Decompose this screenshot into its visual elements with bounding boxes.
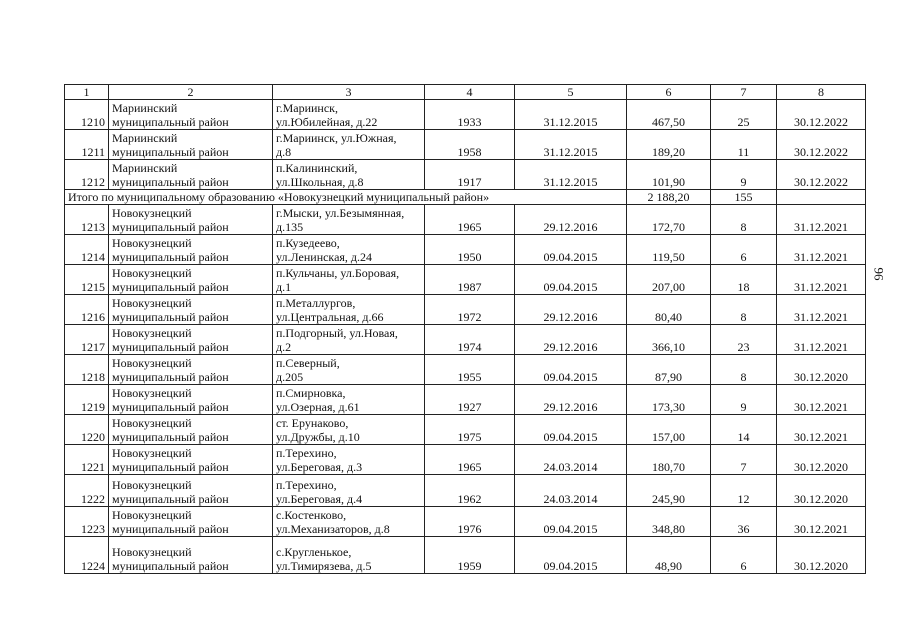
- deadline-cell: 30.12.2022: [777, 100, 866, 130]
- cell-line: п.Кузедеево,: [276, 236, 340, 250]
- count-cell: 23: [711, 325, 777, 355]
- date-cell: 31.12.2015: [515, 100, 627, 130]
- area-cell: 48,90: [627, 537, 711, 574]
- address-cell: [273, 295, 425, 325]
- area-cell: 157,00: [627, 415, 711, 445]
- table-row: [65, 235, 866, 265]
- header-cell: 2: [109, 85, 273, 100]
- housing-register-table: [64, 84, 866, 574]
- deadline-cell: 30.12.2020: [777, 355, 866, 385]
- area-cell: 101,90: [627, 160, 711, 190]
- table-row: [65, 507, 866, 537]
- area-cell: 87,90: [627, 355, 711, 385]
- cell-line: муниципальный район: [112, 492, 229, 506]
- table-row: [65, 205, 866, 235]
- district-cell: [109, 475, 273, 507]
- total-row: [65, 190, 866, 205]
- cell-line: п.Подгорный, ул.Новая,: [276, 326, 398, 340]
- cell-line: Новокузнецкий: [112, 446, 192, 460]
- cell-line: п.Терехино,: [276, 478, 337, 492]
- count-cell: 8: [711, 205, 777, 235]
- cell-line: Мариинский: [112, 161, 178, 175]
- cell-line: г.Мариинск, ул.Южная,: [276, 131, 397, 145]
- area-cell: 348,80: [627, 507, 711, 537]
- cell-line: д.2: [276, 340, 292, 354]
- cell-line: Новокузнецкий: [112, 326, 192, 340]
- cell-line: п.Металлургов,: [276, 296, 356, 310]
- cell-line: муниципальный район: [112, 250, 229, 264]
- header-cell: 8: [777, 85, 866, 100]
- header-cell: 6: [627, 85, 711, 100]
- table-row: [65, 445, 866, 475]
- district-cell: [109, 385, 273, 415]
- cell-line: п.Северный,: [276, 356, 340, 370]
- page-number: 96: [871, 267, 887, 281]
- date-cell: 29.12.2016: [515, 205, 627, 235]
- date-cell: 09.04.2015: [515, 537, 627, 574]
- cell-line: ул.Дружбы, д.10: [276, 430, 360, 444]
- cell-line: д.8: [276, 145, 292, 159]
- deadline-cell: 31.12.2021: [777, 325, 866, 355]
- cell-line: Новокузнецкий: [112, 206, 192, 220]
- cell-line: ул.Озерная, д.61: [276, 400, 360, 414]
- district-cell: [109, 537, 273, 574]
- date-cell: 09.04.2015: [515, 507, 627, 537]
- district-cell: [109, 235, 273, 265]
- year-cell: 1976: [425, 507, 515, 537]
- column-number-header: [65, 85, 866, 100]
- cell-line: муниципальный район: [112, 522, 229, 536]
- cell-line: п.Терехино,: [276, 446, 337, 460]
- year-cell: 1959: [425, 537, 515, 574]
- district-cell: [109, 205, 273, 235]
- address-cell: [273, 325, 425, 355]
- cell-line: муниципальный район: [112, 220, 229, 234]
- cell-line: Новокузнецкий: [112, 478, 192, 492]
- year-cell: 1933: [425, 100, 515, 130]
- table-row: [65, 475, 866, 507]
- district-cell: [109, 265, 273, 295]
- district-cell: [109, 160, 273, 190]
- total-count: 155: [711, 190, 777, 205]
- deadline-cell: 30.12.2021: [777, 415, 866, 445]
- address-cell: [273, 355, 425, 385]
- date-cell: 09.04.2015: [515, 235, 627, 265]
- row-number-cell: 1223: [65, 507, 109, 537]
- row-number-cell: 1213: [65, 205, 109, 235]
- cell-line: ул.Береговая, д.3: [276, 460, 363, 474]
- deadline-cell: 30.12.2021: [777, 385, 866, 415]
- district-cell: [109, 415, 273, 445]
- cell-line: ул.Школьная, д.8: [276, 175, 364, 189]
- cell-line: муниципальный район: [112, 430, 229, 444]
- cell-line: с.Костенково,: [276, 508, 347, 522]
- cell-line: ул.Центральная, д.66: [276, 310, 384, 324]
- count-cell: 25: [711, 100, 777, 130]
- area-cell: 366,10: [627, 325, 711, 355]
- count-cell: 18: [711, 265, 777, 295]
- cell-line: г.Мариинск,: [276, 101, 338, 115]
- table-row: [65, 385, 866, 415]
- row-number-cell: 1212: [65, 160, 109, 190]
- count-cell: 6: [711, 235, 777, 265]
- row-number-cell: 1215: [65, 265, 109, 295]
- address-cell: [273, 265, 425, 295]
- deadline-cell: 31.12.2021: [777, 295, 866, 325]
- cell-line: Мариинский: [112, 131, 178, 145]
- cell-line: ул.Ленинская, д.24: [276, 250, 373, 264]
- district-cell: [109, 507, 273, 537]
- cell-line: муниципальный район: [112, 370, 229, 384]
- address-cell: [273, 100, 425, 130]
- area-cell: 172,70: [627, 205, 711, 235]
- district-cell: [109, 100, 273, 130]
- count-cell: 8: [711, 295, 777, 325]
- date-cell: 31.12.2015: [515, 130, 627, 160]
- deadline-cell: 30.12.2020: [777, 445, 866, 475]
- deadline-cell: 30.12.2020: [777, 475, 866, 507]
- count-cell: 11: [711, 130, 777, 160]
- cell-line: д.205: [276, 370, 304, 384]
- year-cell: 1965: [425, 445, 515, 475]
- cell-line: п.Кульчаны, ул.Боровая,: [276, 266, 400, 280]
- address-cell: [273, 385, 425, 415]
- cell-line: п.Смирновка,: [276, 386, 346, 400]
- district-cell: [109, 445, 273, 475]
- address-cell: [273, 130, 425, 160]
- district-cell: [109, 130, 273, 160]
- cell-line: п.Калининский,: [276, 161, 358, 175]
- area-cell: 173,30: [627, 385, 711, 415]
- cell-line: Новокузнецкий: [112, 296, 192, 310]
- cell-line: ул.Юбилейная, д.22: [276, 115, 378, 129]
- table-row: [65, 160, 866, 190]
- cell-line: Новокузнецкий: [112, 236, 192, 250]
- district-cell: [109, 325, 273, 355]
- cell-line: Мариинский: [112, 101, 178, 115]
- row-number-cell: 1224: [65, 537, 109, 574]
- cell-line: Новокузнецкий: [112, 266, 192, 280]
- area-cell: 180,70: [627, 445, 711, 475]
- deadline-cell: 31.12.2021: [777, 265, 866, 295]
- table-row: [65, 415, 866, 445]
- cell-line: с.Кругленькое,: [276, 545, 352, 559]
- address-cell: [273, 415, 425, 445]
- year-cell: 1962: [425, 475, 515, 507]
- header-cell: 5: [515, 85, 627, 100]
- cell-line: муниципальный район: [112, 115, 229, 129]
- year-cell: 1975: [425, 415, 515, 445]
- date-cell: 09.04.2015: [515, 415, 627, 445]
- cell-line: г.Мыски, ул.Безымянная,: [276, 206, 405, 220]
- cell-line: ул.Береговая, д.4: [276, 492, 363, 506]
- table-row: [65, 325, 866, 355]
- cell-line: муниципальный район: [112, 310, 229, 324]
- district-cell: [109, 295, 273, 325]
- year-cell: 1965: [425, 205, 515, 235]
- row-number-cell: 1219: [65, 385, 109, 415]
- count-cell: 14: [711, 415, 777, 445]
- cell-line: д.135: [276, 220, 304, 234]
- cell-line: Новокузнецкий: [112, 545, 192, 559]
- row-number-cell: 1211: [65, 130, 109, 160]
- count-cell: 9: [711, 160, 777, 190]
- header-cell: 4: [425, 85, 515, 100]
- total-empty-cell: [777, 190, 866, 205]
- count-cell: 7: [711, 445, 777, 475]
- date-cell: 09.04.2015: [515, 265, 627, 295]
- area-cell: 189,20: [627, 130, 711, 160]
- year-cell: 1958: [425, 130, 515, 160]
- address-cell: [273, 445, 425, 475]
- address-cell: [273, 205, 425, 235]
- table-row: [65, 130, 866, 160]
- year-cell: 1927: [425, 385, 515, 415]
- year-cell: 1950: [425, 235, 515, 265]
- address-cell: [273, 160, 425, 190]
- date-cell: 09.04.2015: [515, 355, 627, 385]
- count-cell: 12: [711, 475, 777, 507]
- date-cell: 24.03.2014: [515, 475, 627, 507]
- count-cell: 36: [711, 507, 777, 537]
- address-cell: [273, 507, 425, 537]
- address-cell: [273, 235, 425, 265]
- date-cell: 29.12.2016: [515, 385, 627, 415]
- year-cell: 1987: [425, 265, 515, 295]
- cell-line: Новокузнецкий: [112, 508, 192, 522]
- year-cell: 1974: [425, 325, 515, 355]
- deadline-cell: 31.12.2021: [777, 235, 866, 265]
- header-cell: 3: [273, 85, 425, 100]
- cell-line: Новокузнецкий: [112, 356, 192, 370]
- area-cell: 207,00: [627, 265, 711, 295]
- header-cell: 1: [65, 85, 109, 100]
- date-cell: 31.12.2015: [515, 160, 627, 190]
- row-number-cell: 1216: [65, 295, 109, 325]
- row-number-cell: 1222: [65, 475, 109, 507]
- row-number-cell: 1217: [65, 325, 109, 355]
- deadline-cell: 30.12.2021: [777, 507, 866, 537]
- cell-line: д.1: [276, 280, 292, 294]
- row-number-cell: 1214: [65, 235, 109, 265]
- table-row: [65, 100, 866, 130]
- year-cell: 1955: [425, 355, 515, 385]
- cell-line: муниципальный район: [112, 400, 229, 414]
- date-cell: 29.12.2016: [515, 295, 627, 325]
- area-cell: 467,50: [627, 100, 711, 130]
- total-label: Итого по муниципальному образованию «Новокузнецкий муниципальный район»: [65, 190, 627, 205]
- address-cell: [273, 475, 425, 507]
- cell-line: муниципальный район: [112, 559, 229, 573]
- cell-line: ул.Механизаторов, д.8: [276, 522, 390, 536]
- table-row: [65, 355, 866, 385]
- header-cell: 7: [711, 85, 777, 100]
- cell-line: Новокузнецкий: [112, 386, 192, 400]
- district-cell: [109, 355, 273, 385]
- area-cell: 80,40: [627, 295, 711, 325]
- count-cell: 8: [711, 355, 777, 385]
- cell-line: ул.Тимирязева, д.5: [276, 559, 372, 573]
- table-row: [65, 537, 866, 574]
- total-area: 2 188,20: [627, 190, 711, 205]
- count-cell: 6: [711, 537, 777, 574]
- date-cell: 24.03.2014: [515, 445, 627, 475]
- area-cell: 119,50: [627, 235, 711, 265]
- deadline-cell: 31.12.2021: [777, 205, 866, 235]
- deadline-cell: 30.12.2022: [777, 160, 866, 190]
- cell-line: муниципальный район: [112, 340, 229, 354]
- date-cell: 29.12.2016: [515, 325, 627, 355]
- row-number-cell: 1218: [65, 355, 109, 385]
- deadline-cell: 30.12.2020: [777, 537, 866, 574]
- row-number-cell: 1210: [65, 100, 109, 130]
- count-cell: 9: [711, 385, 777, 415]
- year-cell: 1972: [425, 295, 515, 325]
- address-cell: [273, 537, 425, 574]
- row-number-cell: 1220: [65, 415, 109, 445]
- table-row: [65, 265, 866, 295]
- cell-line: муниципальный район: [112, 280, 229, 294]
- cell-line: ст. Ерунаково,: [276, 416, 349, 430]
- table-row: [65, 295, 866, 325]
- cell-line: Новокузнецкий: [112, 416, 192, 430]
- year-cell: 1917: [425, 160, 515, 190]
- deadline-cell: 30.12.2022: [777, 130, 866, 160]
- cell-line: муниципальный район: [112, 460, 229, 474]
- cell-line: муниципальный район: [112, 145, 229, 159]
- cell-line: муниципальный район: [112, 175, 229, 189]
- row-number-cell: 1221: [65, 445, 109, 475]
- area-cell: 245,90: [627, 475, 711, 507]
